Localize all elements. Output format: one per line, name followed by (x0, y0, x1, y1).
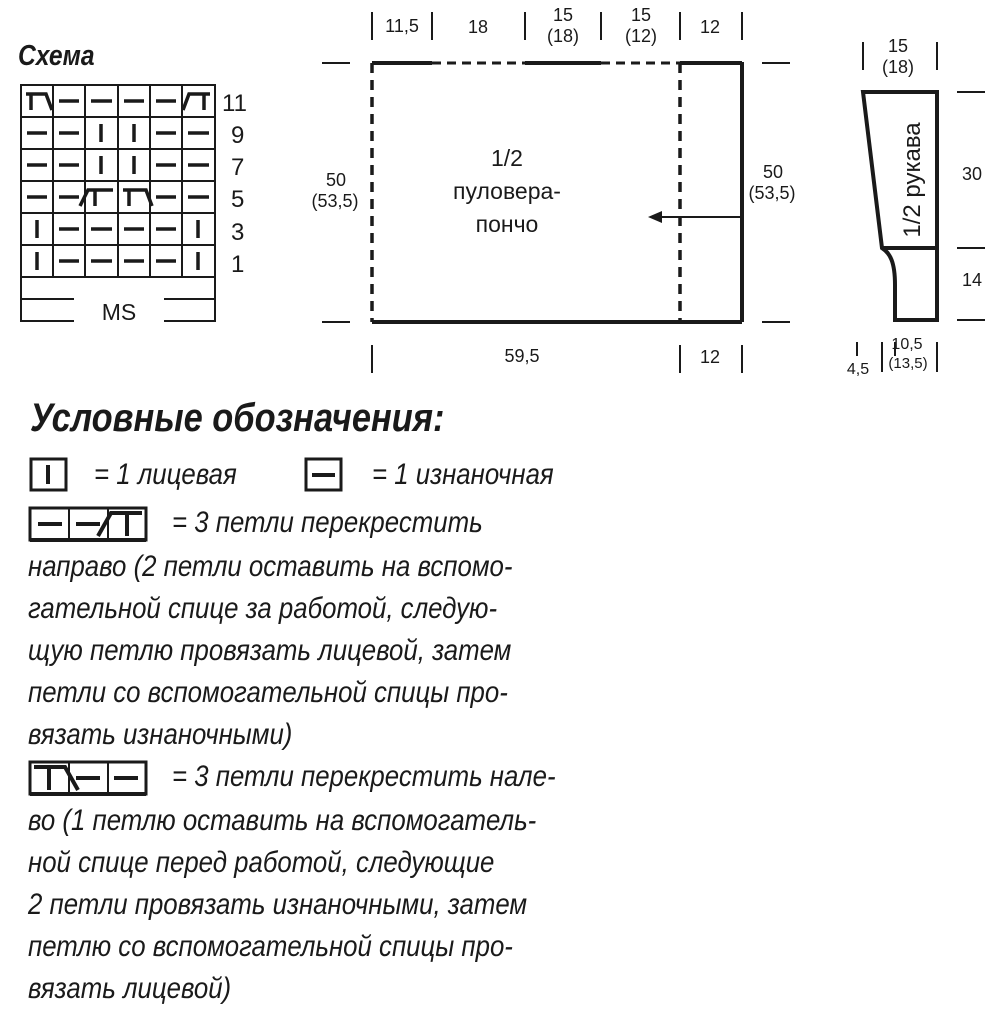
row-label: 1 (231, 251, 245, 278)
dim-label: 15 (887, 36, 909, 56)
purl-symbol (300, 450, 360, 500)
dim-label: 59,5 (504, 346, 540, 366)
dim-label: 10,5 (891, 336, 923, 353)
dim-label: 14 (961, 270, 983, 290)
dim-label: 30 (961, 164, 983, 184)
sleeve-label: 1/2 рукава (899, 122, 926, 238)
chart-title: Схема (18, 40, 95, 72)
dim-label: 11,5 (385, 16, 419, 36)
panel-label: пуловера- (453, 178, 561, 204)
knitting-chart (0, 0, 997, 400)
dim-label: 15 (552, 5, 574, 25)
dim-label: 50 (762, 162, 784, 182)
legend-cross-left: вязать лицевой) (28, 972, 232, 1005)
dim-label: (12) (624, 26, 658, 46)
legend-cross-right: гательной спице за работой, следую- (28, 592, 498, 625)
legend-title: Условные обозначения: (30, 396, 445, 440)
legend-cross-left: 2 петли провязать изнаночными, затем (28, 888, 528, 921)
row-label: 9 (231, 122, 245, 149)
row-label: 7 (231, 154, 245, 181)
dim-label: 12 (699, 17, 721, 37)
dim-label: (53,5) (311, 191, 359, 211)
legend-cross-right: = 3 петли перекрестить (172, 506, 483, 539)
row-label: 5 (231, 186, 245, 213)
dim-label: 50 (325, 170, 347, 190)
dim-label: (18) (881, 57, 915, 77)
legend-cross-right: щую петлю провязать лицевой, затем (28, 634, 512, 667)
row-label: 11 (222, 90, 247, 117)
legend-cross-right: петли со вспомогательной спицы про- (28, 676, 508, 709)
dim-label: 4,5 (846, 361, 870, 378)
dim-label: (13,5) (888, 355, 928, 372)
dim-label: 12 (699, 347, 721, 367)
dim-label: 18 (467, 17, 489, 37)
panel-arrow (648, 211, 740, 223)
panel-label: пончо (475, 211, 539, 237)
legend-knit: = 1 лицевая (94, 458, 237, 491)
legend-cross-left: = 3 петли перекрестить нале- (172, 760, 556, 793)
ms-label: MS (101, 299, 137, 325)
chart-grid (21, 85, 215, 321)
legend-purl: = 1 изнаночная (372, 458, 554, 491)
legend-cross-left: во (1 петлю оставить на вспомогатель- (28, 804, 537, 837)
row-label: 3 (231, 219, 245, 246)
legend-cross-right: вязать изнаночными) (28, 718, 293, 751)
panel-label: 1/2 (491, 145, 523, 171)
dim-label: (18) (546, 26, 580, 46)
legend-cross-right: направо (2 петли оставить на вспомо- (28, 550, 513, 583)
legend-cross-left: ной спице перед работой, следующие (28, 846, 495, 879)
dim-label: (53,5) (748, 183, 796, 203)
dim-label: 15 (630, 5, 652, 25)
legend-cross-left: петлю со вспомогательной спицы про- (28, 930, 513, 963)
